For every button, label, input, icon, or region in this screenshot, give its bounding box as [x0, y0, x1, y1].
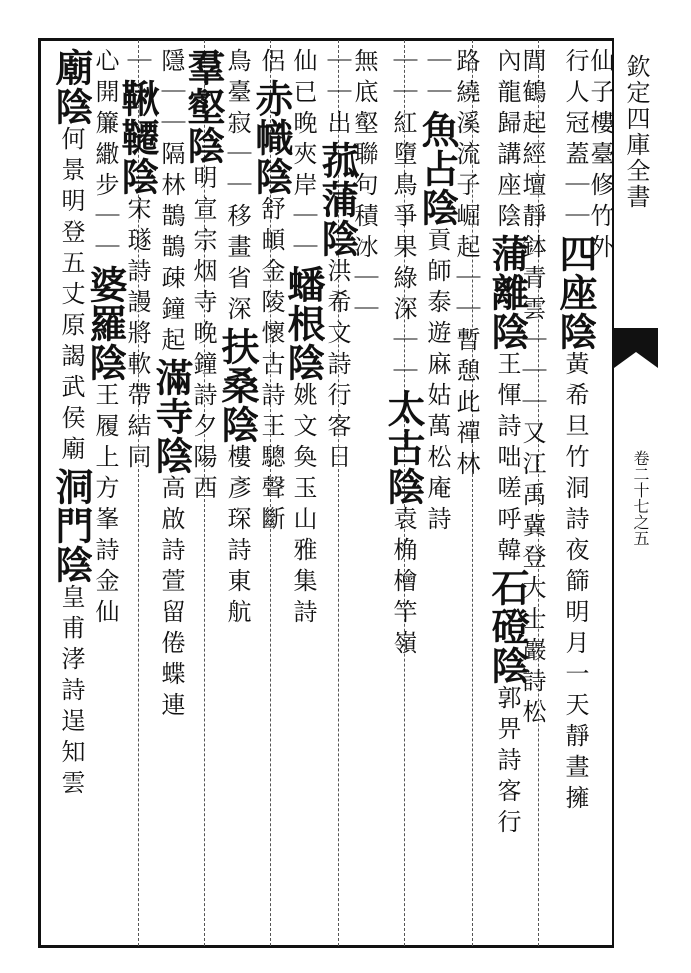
- margin-banner: [612, 38, 656, 948]
- fishtail-mark-icon: [614, 328, 658, 368]
- entry-text: 明宣宗烟寺晚鐘詩夕陽西: [189, 165, 217, 506]
- entry-text: 隱｜｜隔林鵲鵲疎鐘起: [157, 48, 185, 358]
- volume-label: 卷二十七之五: [631, 450, 650, 546]
- entry-text: 皇甫涍詩逞知雲: [57, 584, 85, 801]
- entry-text: 聯句積冰｜｜: [350, 141, 378, 327]
- entry-text: 暫憩此禪林: [452, 327, 480, 482]
- entry-text: 舒頔金陵懷古詩王驄聲斷: [257, 196, 285, 537]
- entry-text: 侶: [257, 48, 285, 79]
- entry-text: 閭鶴起經壇靜鉢: [518, 48, 546, 265]
- entry-heading: 石磴陰: [485, 568, 530, 685]
- entry-text: 子崛起｜｜: [452, 172, 480, 327]
- entry-text: 仙: [289, 48, 317, 79]
- entry-text: ｜: [123, 48, 151, 79]
- entry-text: 何景明登五丈原謁武侯廟: [57, 126, 85, 467]
- entry-text: 紅墮鳥爭果綠深｜｜: [389, 110, 417, 389]
- entry-heading: 四座陰: [553, 234, 598, 351]
- entry-heading: 赤幟陰: [249, 79, 294, 196]
- entry-text: 王惲詩咄嗟呼韓: [493, 351, 521, 568]
- text-column: [215, 48, 260, 938]
- entry-heading: 滿寺陰: [149, 358, 194, 475]
- entry-text: 宋璲詩謾將軟帶結同: [123, 196, 151, 475]
- entry-heading: 魚占陰: [415, 110, 460, 227]
- text-column: [381, 48, 426, 938]
- entry-text: 路繞溪流: [452, 48, 480, 172]
- entry-text: 無底壑: [350, 48, 378, 141]
- entry-heading: 蒲離陰: [485, 234, 530, 351]
- entry-heading: 廟陰: [49, 48, 94, 126]
- entry-text: 郭畀詩客行: [493, 685, 521, 840]
- entry-heading: 扶桑陰: [215, 327, 260, 444]
- entry-text: 心開簾繖步｜｜: [91, 48, 119, 265]
- entry-text: 洪希文詩行客日: [323, 258, 351, 475]
- entry-text: 已晚夾岸｜｜: [289, 79, 317, 265]
- entry-text: 鳥臺寂｜｜移畫省深: [223, 48, 251, 327]
- entry-text: 樓彥琛詩東航: [223, 444, 251, 630]
- entry-text: 王履上方峯詩金仙: [91, 382, 119, 630]
- entry-heading: 蟠根陰: [281, 265, 326, 382]
- entry-heading: 菰蒲陰: [315, 141, 360, 258]
- entry-text: 姚文奐玉山雅集詩: [289, 382, 317, 630]
- entry-heading: 洞門陰: [49, 467, 94, 584]
- entry-heading: 鞦韆陰: [115, 79, 160, 196]
- entry-text: 貢師泰遊麻姑萬松庵詩: [423, 227, 451, 537]
- entry-text: 袁桷檜竿嶺: [389, 506, 417, 661]
- text-column: [485, 48, 530, 938]
- entry-heading: 婆羅陰: [83, 265, 128, 382]
- entry-heading: 羣壑陰: [181, 48, 226, 165]
- text-column: [315, 48, 360, 938]
- text-column: [49, 48, 94, 938]
- entry-text: 高啟詩萱留倦蝶連: [157, 475, 185, 723]
- entry-text: 青雲｜｜｜又江禹冀登大士巖詩松: [518, 265, 546, 730]
- entry-text: 行人冠蓋｜｜: [561, 48, 589, 234]
- entry-heading: 太古陰: [381, 389, 426, 506]
- text-column: [553, 48, 598, 938]
- entry-text: ｜｜出: [323, 48, 351, 141]
- entry-text: ｜｜: [389, 48, 417, 110]
- entry-text: 仙子樓臺修竹外: [586, 48, 614, 265]
- book-title: 欽定四庫全書: [622, 54, 650, 210]
- entry-text: ｜｜: [423, 48, 451, 110]
- entry-text: 內龍歸講座陰: [493, 48, 521, 234]
- entry-text: 黃希旦竹洞詩夜篩明月一天靜晝擁: [561, 351, 589, 816]
- text-column: [249, 48, 294, 938]
